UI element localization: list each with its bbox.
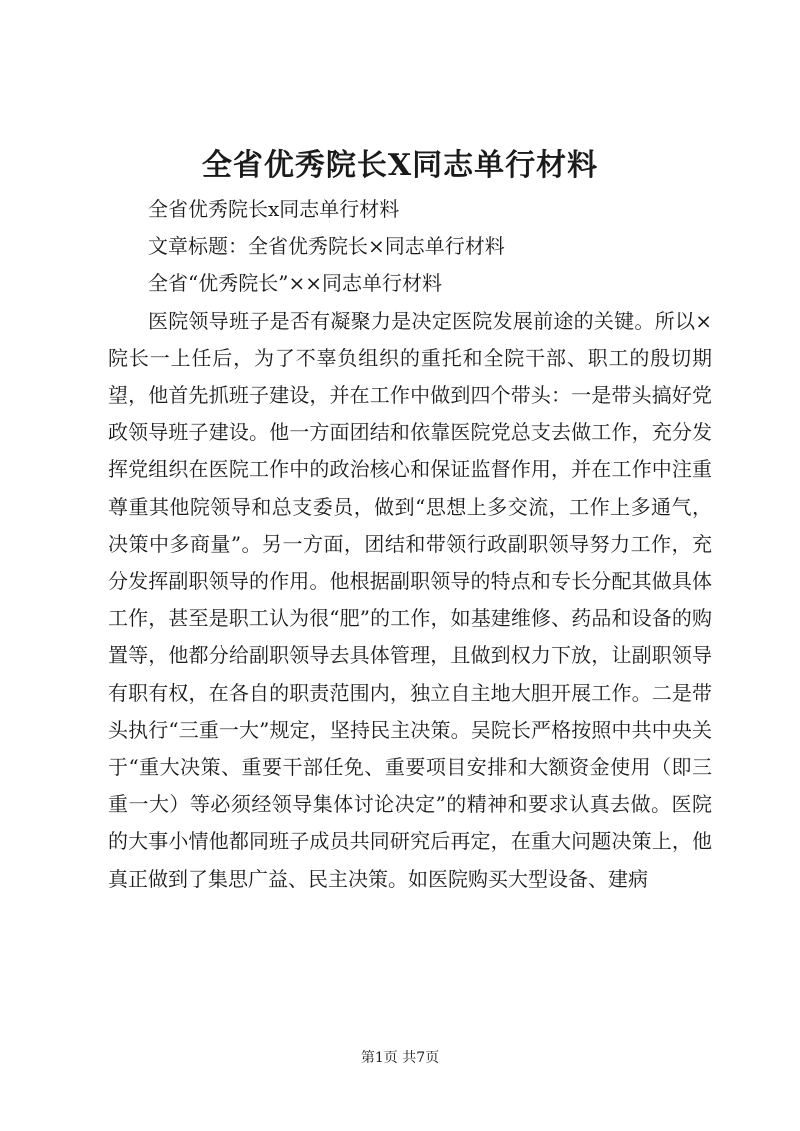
document-title: 全省优秀院长X同志单行材料 xyxy=(201,148,599,183)
paragraph: 医院领导班子是否有凝聚力是决定医院发展前途的关键。所以×院长一上任后，为了不辜负组织的重托和全院干部、职工的殷切期望，他首先抓班子建设，并在工作中做到四个带头：一是带头搞好党政领导班子建设。他一方面团结和依靠医院党总支去做工作，充分发挥党组织在医院工作中的政治核心和保证监督作用，并在工作中注重尊重其他院领导和总支委员，做到“思想上多交流，工作上多通气，决策中多商量”。另一方面，团结和带领行政副职领导努力工作，充分发挥副职领导的作用。他根据副职领导的特点和专长分配其做具体工作，甚至是职工认为很“肥”的工作，如基建维修、药品和设备的购置等，他都分给副职领导去具体管理，且做到权力下放，让副职领导有职有权，在各自的职责范围内，独立自主地大胆开展工作。二是带头执行“三重一大”规定，坚持民主决策。吴院长严格按照中共中央关于“重大决策、重要干部任免、重要项目安排和大额资金使用（即三重一大）等必须经领导集体讨论决定”的精神和要求认真去做。医院的大事小情他都同班子成员共同研究后再定，在重大问题决策上，他真正做到了集思广益、民主决策。如医院购买大型设备、建病 xyxy=(108,308,712,891)
document-body xyxy=(108,191,712,898)
paragraph: 全省优秀院长x同志单行材料 xyxy=(148,197,400,221)
page-footer: 第1页 共7页 xyxy=(360,1050,440,1066)
paragraph: 全省“优秀院长”××同志单行材料 xyxy=(148,271,442,296)
paragraph: 文章标题：全省优秀院长×同志单行材料 xyxy=(148,234,505,259)
